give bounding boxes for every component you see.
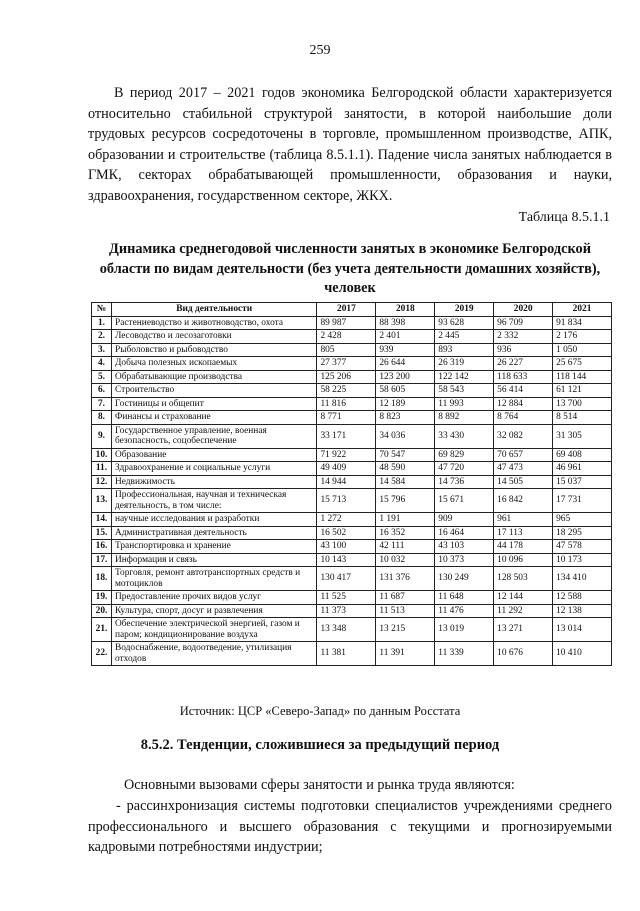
activity-name: Рыболовство и рыбоводство [111, 343, 316, 357]
value-cell: 91 834 [553, 316, 612, 330]
value-cell: 26 644 [376, 357, 435, 371]
value-cell: 11 687 [376, 591, 435, 605]
value-cell: 17 731 [553, 489, 612, 513]
value-cell: 10 032 [376, 553, 435, 567]
value-cell: 25 675 [553, 357, 612, 371]
row-number: 5. [92, 370, 112, 384]
value-cell: 1 191 [376, 513, 435, 527]
value-cell: 26 227 [494, 357, 553, 371]
value-cell: 43 103 [435, 540, 494, 554]
value-cell: 27 377 [317, 357, 376, 371]
table-row [92, 330, 612, 344]
value-cell: 13 019 [435, 618, 494, 642]
value-cell: 2 428 [317, 330, 376, 344]
row-number: 9. [92, 424, 112, 448]
value-cell: 14 505 [494, 475, 553, 489]
value-cell: 15 796 [376, 489, 435, 513]
table-row [92, 618, 612, 642]
value-cell: 15 713 [317, 489, 376, 513]
table-row [92, 604, 612, 618]
value-cell: 130 417 [317, 567, 376, 591]
value-cell: 134 410 [553, 567, 612, 591]
value-cell: 71 922 [317, 448, 376, 462]
value-cell: 12 138 [553, 604, 612, 618]
challenge-item: - рассинхронизация системы подготовки специалистов учреждениями среднего профессионального и высшего образования с текущими и прогнозируемыми кадровыми потребностями индустрии; [88, 798, 612, 855]
value-cell: 8 771 [317, 411, 376, 425]
row-number: 19. [92, 591, 112, 605]
value-cell: 48 590 [376, 462, 435, 476]
table-body [92, 316, 612, 666]
employment-table [91, 302, 612, 666]
row-number: 16. [92, 540, 112, 554]
row-number: 3. [92, 343, 112, 357]
table-row [92, 397, 612, 411]
table-row [92, 513, 612, 527]
table-label: Таблица 8.5.1.1 [518, 210, 610, 225]
row-number: 21. [92, 618, 112, 642]
value-cell: 42 111 [376, 540, 435, 554]
activity-name: Обрабатывающие производства [111, 370, 316, 384]
table-title: Динамика среднегодовой численности занятых в экономике Белгородской области по видам деятельности (без учета деятельности домашних хозяйств), человек [99, 241, 601, 296]
table-row [92, 357, 612, 371]
table-row [92, 489, 612, 513]
value-cell: 88 398 [376, 316, 435, 330]
row-number: 15. [92, 526, 112, 540]
value-cell: 47 578 [553, 540, 612, 554]
value-cell: 47 720 [435, 462, 494, 476]
value-cell: 14 736 [435, 475, 494, 489]
table-row [92, 384, 612, 398]
value-cell: 89 987 [317, 316, 376, 330]
row-number: 8. [92, 411, 112, 425]
value-cell: 13 700 [553, 397, 612, 411]
value-cell: 8 892 [435, 411, 494, 425]
table-row [92, 475, 612, 489]
row-number: 7. [92, 397, 112, 411]
activity-name: Недвижимость [111, 475, 316, 489]
value-cell: 10 173 [553, 553, 612, 567]
header-year-2017: 2017 [317, 303, 376, 317]
value-cell: 15 037 [553, 475, 612, 489]
value-cell: 128 503 [494, 567, 553, 591]
row-number: 20. [92, 604, 112, 618]
value-cell: 939 [376, 343, 435, 357]
activity-name: Транспортировка и хранение [111, 540, 316, 554]
value-cell: 118 144 [553, 370, 612, 384]
header-number: № [92, 303, 112, 317]
value-cell: 49 409 [317, 462, 376, 476]
value-cell: 1 272 [317, 513, 376, 527]
value-cell: 58 605 [376, 384, 435, 398]
value-cell: 33 171 [317, 424, 376, 448]
header-year-2019: 2019 [435, 303, 494, 317]
value-cell: 26 319 [435, 357, 494, 371]
activity-name: Административная деятельность [111, 526, 316, 540]
activity-name: Государственное управление, военная безопасность, соцобеспечение [111, 424, 316, 448]
value-cell: 122 142 [435, 370, 494, 384]
value-cell: 8 764 [494, 411, 553, 425]
value-cell: 118 633 [494, 370, 553, 384]
value-cell: 14 944 [317, 475, 376, 489]
table-row [92, 424, 612, 448]
value-cell: 16 502 [317, 526, 376, 540]
value-cell: 17 113 [494, 526, 553, 540]
row-number: 2. [92, 330, 112, 344]
page-number: 259 [309, 43, 331, 58]
value-cell: 18 295 [553, 526, 612, 540]
value-cell: 10 676 [494, 642, 553, 666]
activity-name: Лесоводство и лесозаготовки [111, 330, 316, 344]
row-number: 18. [92, 567, 112, 591]
table-row [92, 553, 612, 567]
value-cell: 2 332 [494, 330, 553, 344]
value-cell: 1 050 [553, 343, 612, 357]
activity-name: Образование [111, 448, 316, 462]
value-cell: 2 445 [435, 330, 494, 344]
value-cell: 44 178 [494, 540, 553, 554]
value-cell: 33 430 [435, 424, 494, 448]
value-cell: 11 993 [435, 397, 494, 411]
row-number: 11. [92, 462, 112, 476]
table-row [92, 343, 612, 357]
value-cell: 12 189 [376, 397, 435, 411]
table-source: Источник: ЦСР «Северо-Запад» по данным Росстата [179, 704, 461, 718]
value-cell: 2 176 [553, 330, 612, 344]
value-cell: 11 292 [494, 604, 553, 618]
value-cell: 2 401 [376, 330, 435, 344]
value-cell: 11 339 [435, 642, 494, 666]
row-number: 22. [92, 642, 112, 666]
activity-name: Водоснабжение, водоотведение, утилизация отходов [111, 642, 316, 666]
table-row [92, 448, 612, 462]
row-number: 13. [92, 489, 112, 513]
value-cell: 11 513 [376, 604, 435, 618]
value-cell: 13 348 [317, 618, 376, 642]
value-cell: 12 144 [494, 591, 553, 605]
value-cell: 123 200 [376, 370, 435, 384]
value-cell: 47 473 [494, 462, 553, 476]
table-header-row [92, 303, 612, 317]
value-cell: 70 657 [494, 448, 553, 462]
table-row [92, 411, 612, 425]
activity-name: Здравоохранение и социальные услуги [111, 462, 316, 476]
challenges-intro: Основными вызовами сферы занятости и рынка труда являются: [124, 777, 515, 793]
value-cell: 13 215 [376, 618, 435, 642]
value-cell: 70 547 [376, 448, 435, 462]
value-cell: 58 225 [317, 384, 376, 398]
value-cell: 131 376 [376, 567, 435, 591]
activity-name: научные исследования и разработки [111, 513, 316, 527]
value-cell: 965 [553, 513, 612, 527]
activity-name: Профессиональная, научная и техническая деятельность, в том числе: [111, 489, 316, 513]
header-year-2020: 2020 [494, 303, 553, 317]
table-row [92, 462, 612, 476]
row-number: 14. [92, 513, 112, 527]
section-title: 8.5.2. Тенденции, сложившиеся за предыдущий период [140, 737, 500, 753]
intro-paragraph: В период 2017 – 2021 годов экономика Белгородской области характеризуется относительно стабильной структурой занятости, в которой наибольшие доли трудовых ресурсов сосредоточены в торговле, промышленном производстве, АПК, образовании и строительстве (таблица 8.5.1.1). Падение числа занятых наблюдается в ГМК, секторах обрабатывающей промышленности, образования и науки, здравоохранения, государственном секторе, ЖКХ. [88, 85, 612, 204]
value-cell: 8 823 [376, 411, 435, 425]
activity-name: Растениеводство и животноводство, охота [111, 316, 316, 330]
activity-name: Информация и связь [111, 553, 316, 567]
table-row [92, 642, 612, 666]
value-cell: 10 410 [553, 642, 612, 666]
value-cell: 11 476 [435, 604, 494, 618]
value-cell: 69 408 [553, 448, 612, 462]
value-cell: 15 671 [435, 489, 494, 513]
row-number: 17. [92, 553, 112, 567]
value-cell: 11 816 [317, 397, 376, 411]
header-year-2021: 2021 [553, 303, 612, 317]
value-cell: 16 842 [494, 489, 553, 513]
table-row [92, 370, 612, 384]
value-cell: 46 961 [553, 462, 612, 476]
value-cell: 11 648 [435, 591, 494, 605]
row-number: 6. [92, 384, 112, 398]
value-cell: 69 829 [435, 448, 494, 462]
value-cell: 10 373 [435, 553, 494, 567]
value-cell: 61 121 [553, 384, 612, 398]
activity-name: Строительство [111, 384, 316, 398]
value-cell: 961 [494, 513, 553, 527]
value-cell: 11 373 [317, 604, 376, 618]
activity-name: Гостиницы и общепит [111, 397, 316, 411]
activity-name: Торговля, ремонт автотранспортных средств и мотоциклов [111, 567, 316, 591]
value-cell: 8 514 [553, 411, 612, 425]
value-cell: 805 [317, 343, 376, 357]
value-cell: 31 305 [553, 424, 612, 448]
value-cell: 43 100 [317, 540, 376, 554]
value-cell: 56 414 [494, 384, 553, 398]
value-cell: 13 014 [553, 618, 612, 642]
row-number: 12. [92, 475, 112, 489]
value-cell: 10 096 [494, 553, 553, 567]
value-cell: 16 464 [435, 526, 494, 540]
table-row [92, 526, 612, 540]
table-row [92, 316, 612, 330]
activity-name: Финансы и страхование [111, 411, 316, 425]
table-row [92, 540, 612, 554]
value-cell: 58 543 [435, 384, 494, 398]
value-cell: 11 525 [317, 591, 376, 605]
activity-name: Добыча полезных ископаемых [111, 357, 316, 371]
header-year-2018: 2018 [376, 303, 435, 317]
table-row [92, 591, 612, 605]
value-cell: 96 709 [494, 316, 553, 330]
value-cell: 936 [494, 343, 553, 357]
header-activity: Вид деятельности [111, 303, 316, 317]
value-cell: 909 [435, 513, 494, 527]
activity-name: Культура, спорт, досуг и развлечения [111, 604, 316, 618]
value-cell: 130 249 [435, 567, 494, 591]
row-number: 1. [92, 316, 112, 330]
value-cell: 12 884 [494, 397, 553, 411]
value-cell: 13 271 [494, 618, 553, 642]
row-number: 10. [92, 448, 112, 462]
value-cell: 16 352 [376, 526, 435, 540]
value-cell: 11 381 [317, 642, 376, 666]
value-cell: 93 628 [435, 316, 494, 330]
value-cell: 10 143 [317, 553, 376, 567]
value-cell: 125 206 [317, 370, 376, 384]
activity-name: Обеспечение электрической энергией, газом и паром; кондиционирование воздуха [111, 618, 316, 642]
value-cell: 34 036 [376, 424, 435, 448]
row-number: 4. [92, 357, 112, 371]
table-row [92, 567, 612, 591]
value-cell: 893 [435, 343, 494, 357]
activity-name: Предоставление прочих видов услуг [111, 591, 316, 605]
value-cell: 32 082 [494, 424, 553, 448]
value-cell: 11 391 [376, 642, 435, 666]
value-cell: 12 588 [553, 591, 612, 605]
value-cell: 14 584 [376, 475, 435, 489]
